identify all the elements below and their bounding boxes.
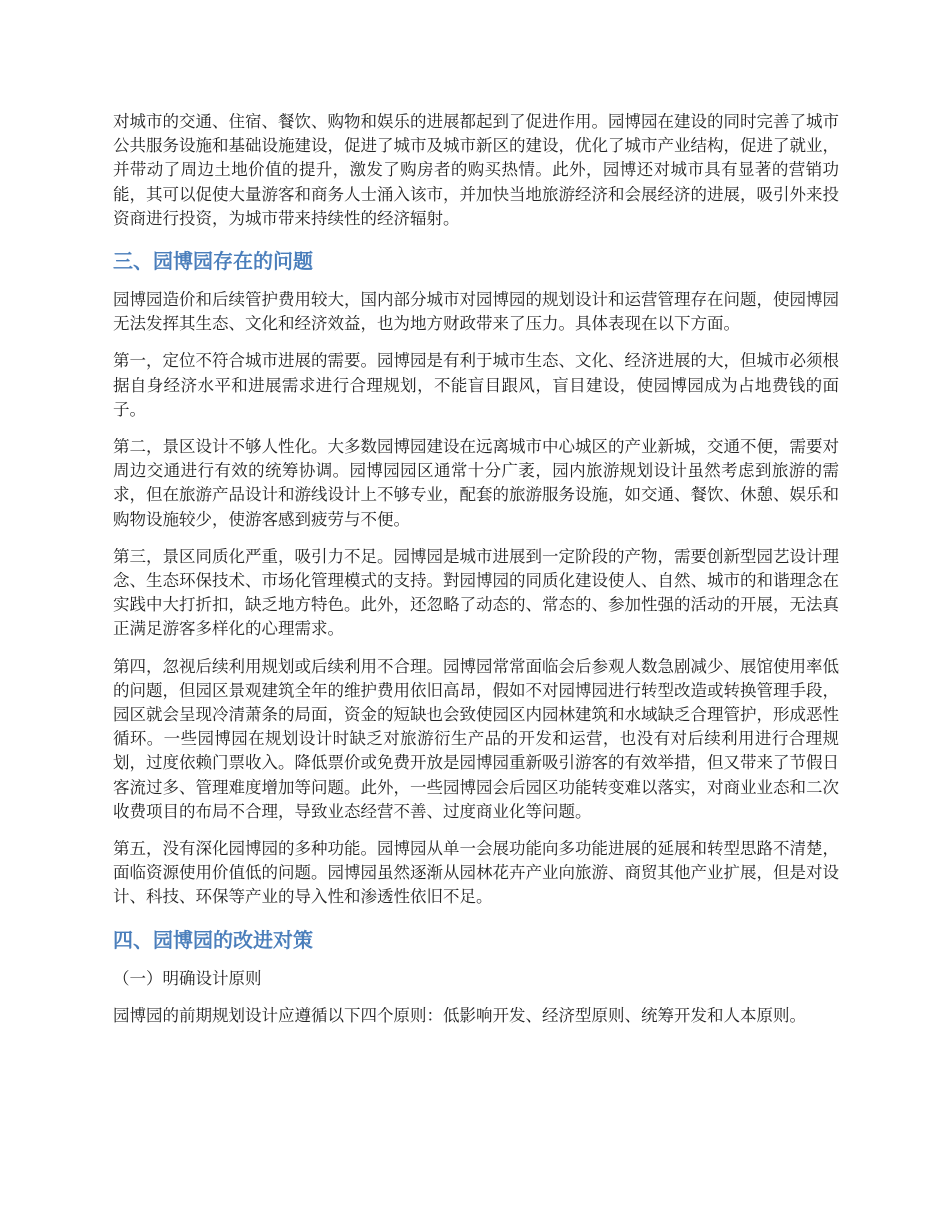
problem-reuse-paragraph: 第四，忽视后续利用规划或后续利用不合理。园博园常常面临会后参观人数急剧减少、展馆使用率低的问题，但园区景观建筑全年的维护费用依旧高昂，假如不对园博园进行转型改造或转换管理手段，园区就会呈现冷清萧条的局面，资金的短缺也会致使园区内园林建筑和水域缺乏合理管护，形成恶性循环。一些园博园在规划设计时缺乏对旅游衍生产品的开发和运营，也没有对后续利用进行合理规划，过度依赖门票收入。降低票价或免费开放是园博园重新吸引游客的有效举措，但又带来了节假日客流过多、管理难度增加等问题。此外，一些园博园会后园区功能转变难以落实，对商业业态和二次收费项目的布局不合理，导致业态经营不善、过度商业化等问题。 [113, 656, 839, 821]
intro-paragraph: 对城市的交通、住宿、餐饮、购物和娱乐的进展都起到了促进作用。园博园在建设的同时完善了城市公共服务设施和基础设施建设，促进了城市及城市新区的建设，优化了城市产业结构，促进了就业，并带动了周边土地价值的提升，激发了购房者的购买热情。此外，园博还对城市具有显著的营销功能，其可以促使大量游客和商务人士涌入该市，并加快当地旅游经济和会展经济的进展，吸引外来投资商进行投资，为城市带来持续性的经济辐射。 [113, 112, 839, 228]
document-page [113, 110, 839, 1041]
problem-homogeneity-paragraph: 第三，景区同质化严重，吸引力不足。园博园是城市进展到一定阶段的产物，需要创新型园艺设计理念、生态环保技术、市场化管理模式的支持。對园博园的同质化建设使人、自然、城市的和谐理念在实践中大打折扣，缺乏地方特色。此外，还忽略了动态的、常态的、参加性强的活动的开展，无法真正满足游客多样化的心理需求。 [113, 546, 839, 639]
problems-overview-paragraph: 园博园造价和后续管护费用较大，国内部分城市对园博园的规划设计和运营管理存在问题，使园博园无法发挥其生态、文化和经济效益，也为地方财政带来了压力。具体表现在以下方面。 [113, 290, 839, 334]
section-heading-problems: 三、园博园存在的问题 [113, 249, 313, 274]
problem-design-paragraph: 第二，景区设计不够人性化。大多数园博园建设在远离城市中心城区的产业新城，交通不便，需要对周边交通进行有效的统筹协调。园博园园区通常十分广袤，园内旅游规划设计虽然考虑到旅游的需求，但在旅游产品设计和游线设计上不够专业，配套的旅游服务设施，如交通、餐饮、休憩、娱乐和购物设施较少，使游客感到疲劳与不便。 [113, 437, 839, 529]
problem-functions-paragraph: 第五，没有深化园博园的多种功能。园博园从单一会展功能向多功能进展的延展和转型思路不清楚，面临资源使用价值低的问题。园博园虽然逐渐从园林花卉产业向旅游、商贸其他产业扩展，但是对设计、科技、环保等产业的导入性和渗透性依旧不足。 [113, 839, 839, 907]
problem-positioning-paragraph: 第一，定位不符合城市进展的需要。园博园是有利于城市生态、文化、经济进展的大，但城市必须根据自身经济水平和进展需求进行合理规划，不能盲目跟风，盲目建设，使园博园成为占地费钱的面子。 [113, 351, 839, 419]
subsection-heading-design-principles: （一）明确设计原则 [113, 968, 262, 988]
design-principles-paragraph: 园博园的前期规划设计应遵循以下四个原则：低影响开发、经济型原则、统筹开发和人本原则。 [113, 1005, 806, 1025]
section-heading-countermeasures: 四、园博园的改进对策 [113, 927, 313, 952]
